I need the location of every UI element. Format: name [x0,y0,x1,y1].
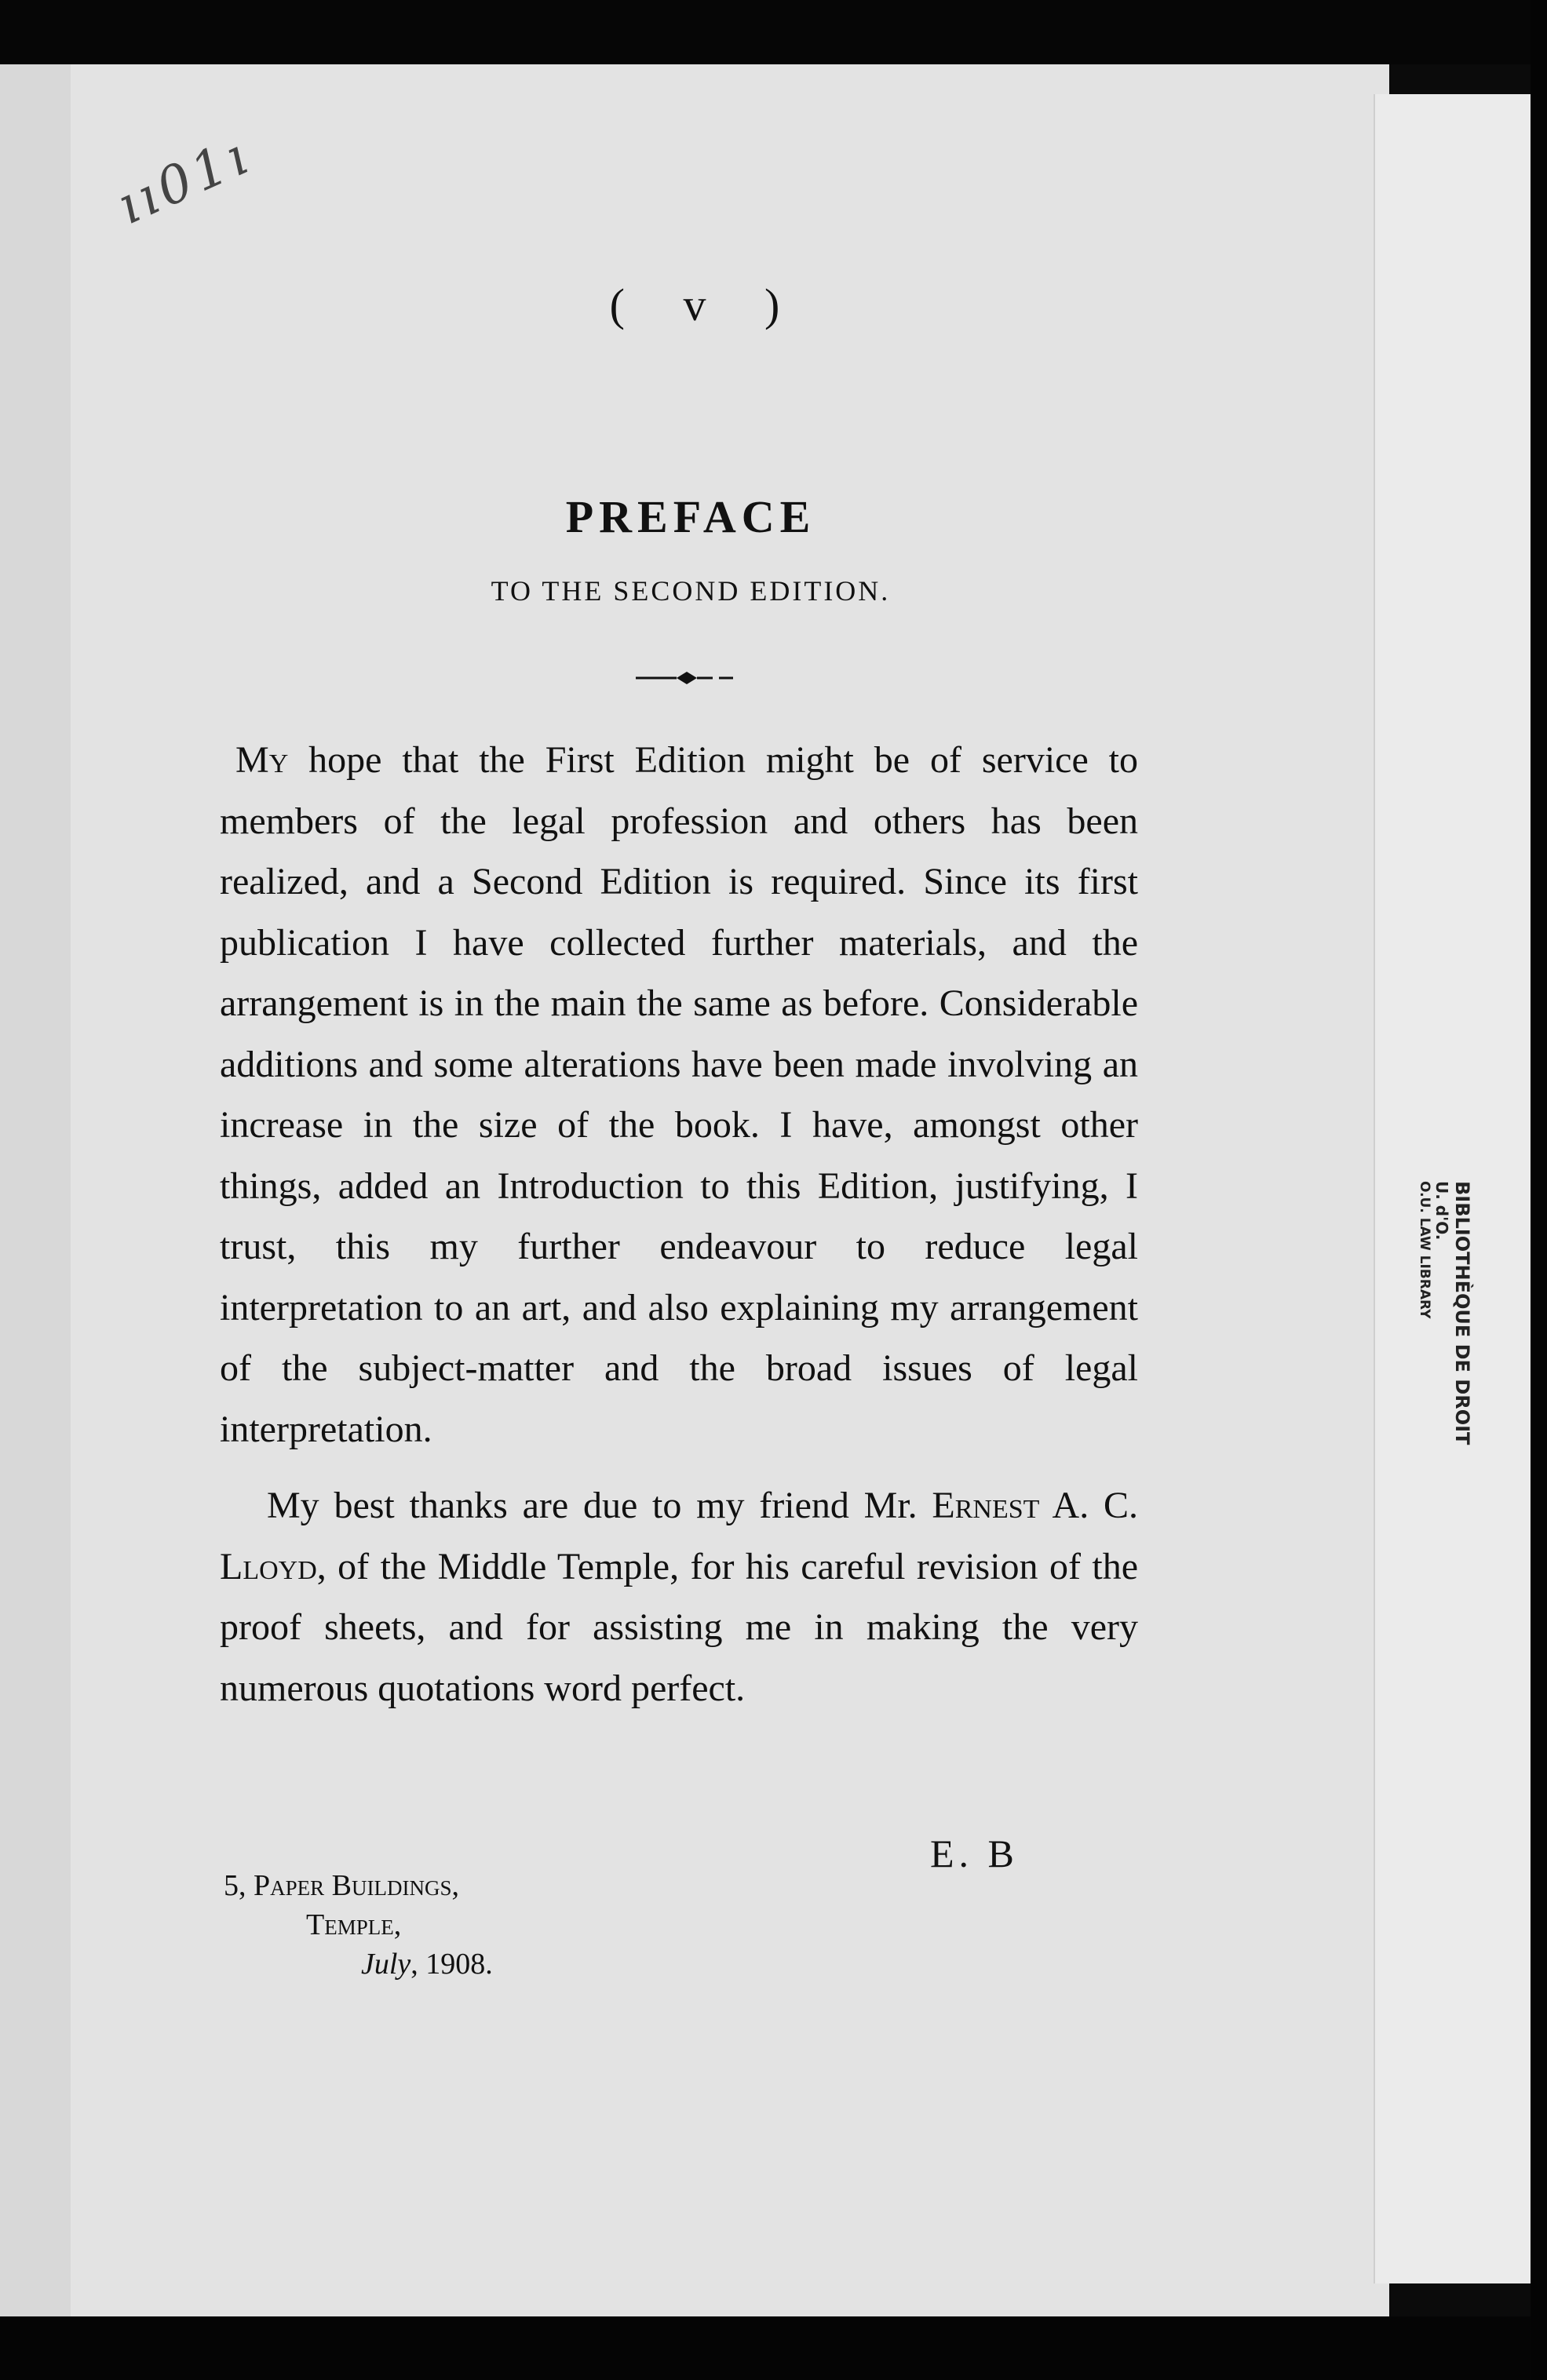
scan-page-left-strip [0,64,74,2316]
address-line: 5, Paper Buildings, [224,1869,459,1902]
stamp-line: BIBLIOTHÈQUE DE DROIT [1451,1181,1473,1445]
address-date [224,1944,663,1984]
ornament-divider-icon [636,669,738,687]
handwritten-note: ıı01ı [108,124,261,237]
library-stamp [1410,1181,1481,1550]
address-year: , 1908. [410,1948,493,1981]
address-month: July [361,1948,411,1981]
paragraph-text: My best thanks are due to my friend Mr. [267,1485,932,1526]
address-line: Temple, [306,1908,402,1941]
page-title: PREFACE [565,491,816,542]
page-number: ( v ) [609,279,804,330]
stamp-line: U. d'O. [1432,1181,1451,1241]
scan-border-right [1531,0,1547,2380]
scan-border-top [0,0,1547,64]
name-smallcaps: rnest [954,1485,1040,1526]
paragraph-text: , of the Middle Temple, for his careful revision of the proof sheets, and for assisting me in making the very numerous quotations word perfect. [220,1545,1138,1709]
name-initials: A. C. [1039,1485,1139,1526]
stamp-line: O.U. LAW LIBRARY [1417,1181,1432,1319]
drop-letter: M [235,739,269,781]
smallcaps-letter: y [268,739,289,781]
preface-paragraph-1 [220,730,1138,1460]
preface-paragraph-2 [220,1475,1138,1718]
name-initial: L [220,1545,243,1587]
preface-body [220,730,1138,1718]
page-subtitle: TO THE SECOND EDITION. [491,575,891,607]
scan-border-bottom [0,2316,1547,2380]
author-address [224,1866,663,1984]
name-smallcaps: loyd [243,1545,317,1587]
name-initial: E [932,1485,955,1526]
paragraph-text: hope that the First Edition might be of service to members of the legal profession and others has been realized, and a Second Edition is required. Since its first publication I have collected further materials, and the arrangement is in the main the same as before. Considerable additions and some alterations have been made involving an increase in the size of the book. I have, amongst other things, added an Introduction to this Edition, justifying, I trust, this my further endeavour to reduce legal interpretation to an art, and also explaining my arrangement of the subject-matter and the broad issues of legal interpretation. [220,739,1138,1450]
author-signature: E. B [930,1831,1019,1875]
